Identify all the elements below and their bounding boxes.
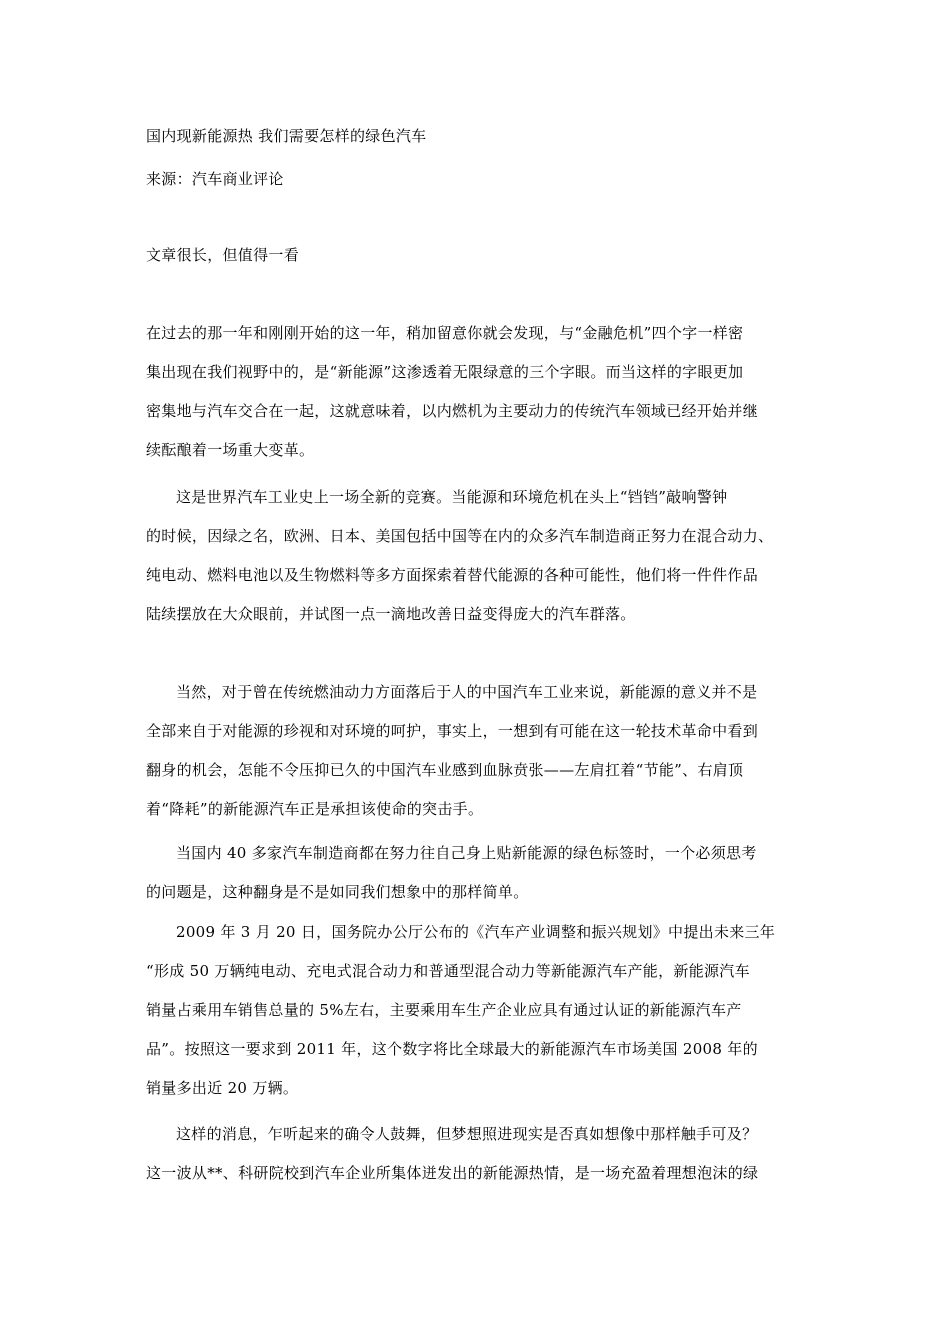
paragraph-4 [146,843,814,902]
paragraph-line: 纯电动、燃料电池以及生物燃料等多方面探索着替代能源的各种可能性，他们将一件件作品 [146,566,759,584]
paragraph-1 [146,323,814,460]
paragraph-line: 翻身的机会，怎能不令压抑已久的中国汽车业感到血脉贲张——左肩扛着“节能”、右肩顶 [146,761,744,779]
paragraph-line: 当国内 40 多家汽车制造商都在努力往自己身上贴新能源的绿色标签时，一个必须思考 [176,844,757,862]
paragraph-line: 集出现在我们视野中的，是“新能源”这渗透着无限绿意的三个字眼。而当这样的字眼更加 [146,363,744,381]
paragraph-line: “形成 50 万辆纯电动、充电式混合动力和普通型混合动力等新能源汽车产能，新能源汽车 [146,962,750,980]
paragraph-line: 这一波从**、科研院校到汽车企业所集体迸发出的新能源热情，是一场充盈着理想泡沫的绿 [146,1164,759,1182]
paragraph-line: 的时候，因绿之名，欧洲、日本、美国包括中国等在内的众多汽车制造商正努力在混合动力、 [146,527,774,545]
paragraph-line: 在过去的那一年和刚刚开始的这一年，稍加留意你就会发现，与“金融危机”四个字一样密 [146,324,744,342]
paragraph-line: 这样的消息，乍听起来的确令人鼓舞，但梦想照进现实是否真如想像中那样触手可及？ [176,1125,758,1143]
paragraph-line: 销量占乘用车销售总量的 5%左右，主要乘用车生产企业应具有通过认证的新能源汽车产 [146,1001,742,1019]
paragraph-5 [146,922,814,1098]
paragraph-line: 的问题是，这种翻身是不是如同我们想象中的那样简单。 [146,883,529,901]
paragraph-line: 密集地与汽车交合在一起，这就意味着，以内燃机为主要动力的传统汽车领域已经开始并继 [146,402,759,420]
paragraph-line: 全部来自于对能源的珍视和对环境的呵护，事实上，一想到有可能在这一轮技术革命中看到 [146,722,759,740]
paragraph-line: 这是世界汽车工业史上一场全新的竞赛。当能源和环境危机在头上“铛铛”敲响警钟 [176,488,728,506]
paragraph-2 [146,487,814,624]
article-title: 国内现新能源热 我们需要怎样的绿色汽车 [146,127,427,145]
article-source: 来源：汽车商业评论 [146,170,284,188]
paragraph-line: 续酝酿着一场重大变革。 [146,441,315,459]
paragraph-line: 品”。按照这一要求到 2011 年，这个数字将比全球最大的新能源汽车市场美国 2008 年的 [146,1040,758,1058]
paragraph-line: 销量多出近 20 万辆。 [146,1079,299,1097]
article-note: 文章很长，但值得一看 [146,246,300,264]
paragraph-3 [146,682,814,819]
paragraph-line: 着“降耗”的新能源汽车正是承担该使命的突击手。 [146,800,484,818]
paragraph-line: 陆续摆放在大众眼前，并试图一点一滴地改善日益变得庞大的汽车群落。 [146,605,636,623]
paragraph-line: 2009 年 3 月 20 日，国务院办公厅公布的《汽车产业调整和振兴规划》中提出未来三年 [176,923,776,941]
paragraph-6 [146,1124,814,1183]
paragraph-line: 当然，对于曾在传统燃油动力方面落后于人的中国汽车工业来说，新能源的意义并不是 [176,683,758,701]
